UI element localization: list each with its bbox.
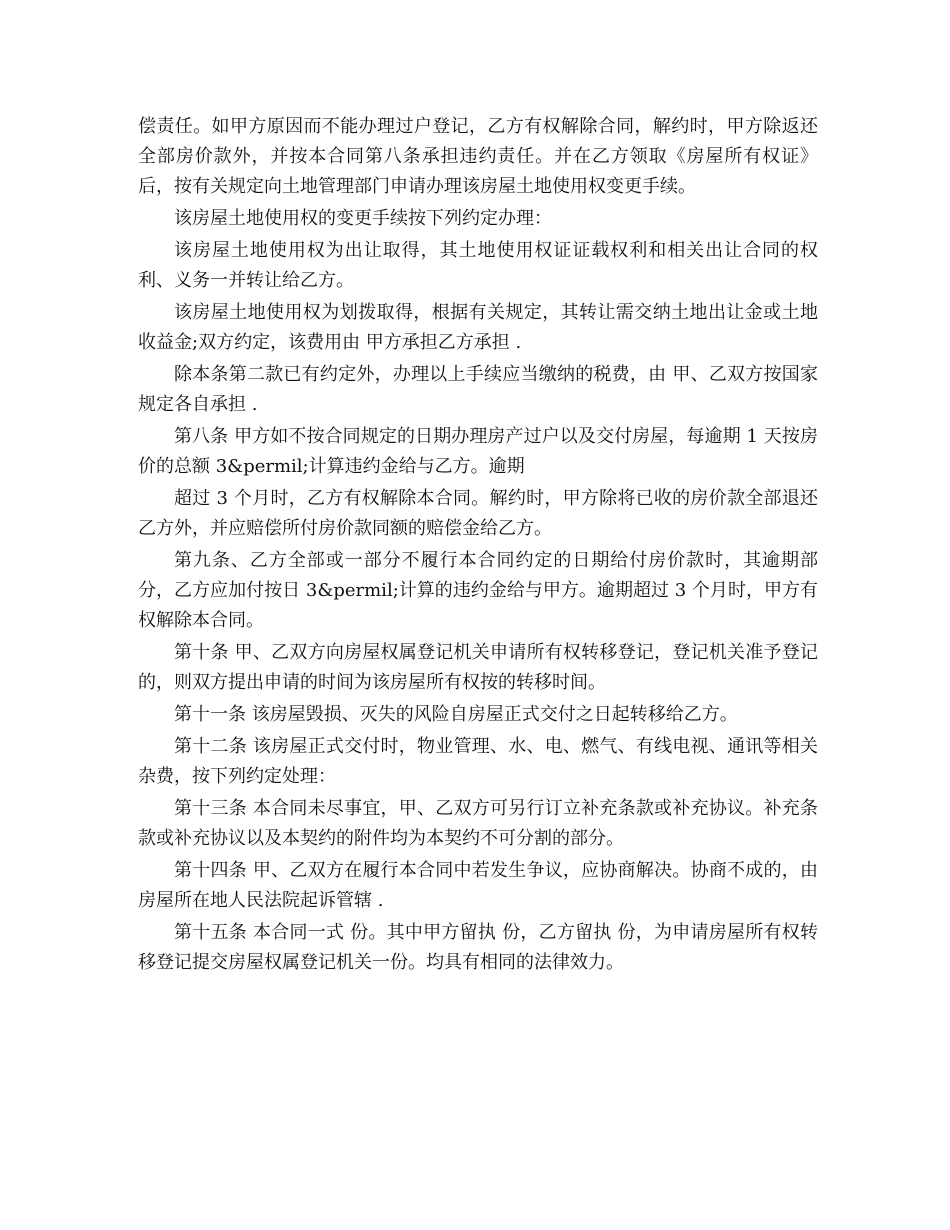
paragraph-continuation: 偿责任。如甲方原因而不能办理过户登记，乙方有权解除合同，解约时，甲方除返还全部房价款外，并按本合同第八条承担违约责任。并在乙方领取《房屋所有权证》后，按有关规定向土地管理部门申请办理该房屋土地使用权变更手续。 xyxy=(138,116,818,197)
document-body xyxy=(138,112,818,980)
paragraph-article-12: 第十二条 该房屋正式交付时，物业管理、水、电、燃气、有线电视、通讯等相关杂费，按下列约定处理： xyxy=(138,736,818,787)
paragraph-article-11: 第十一条 该房屋毁损、灭失的风险自房屋正式交付之日起转移给乙方。 xyxy=(174,704,738,725)
paragraph-article-8: 第八条 甲方如不按合同规定的日期办理房产过户以及交付房屋，每逾期 1 天按房价的总额 3&permil;计算违约金给与乙方。逾期 xyxy=(138,426,818,477)
paragraph-taxes-fees: 除本条第二款已有约定外，办理以上手续应当缴纳的税费，由 甲、乙双方按国家规定各自承担 . xyxy=(138,364,818,415)
paragraph-allocated-land: 该房屋土地使用权为划拨取得，根据有关规定，其转让需交纳土地出让金或土地收益金;双方约定，该费用由 甲方承担乙方承担 . xyxy=(138,302,818,353)
paragraph-article-9: 第九条、乙方全部或一部分不履行本合同约定的日期给付房价款时，其逾期部分，乙方应加付按日 3&permil;计算的违约金给与甲方。逾期超过 3 个月时，甲方有权解除本合同。 xyxy=(138,550,818,631)
paragraph-article-15: 第十五条 本合同一式 份。其中甲方留执 份，乙方留执 份，为申请房屋所有权转移登记提交房屋权属登记机关一份。均具有相同的法律效力。 xyxy=(138,922,818,973)
paragraph-land-use-change: 该房屋土地使用权的变更手续按下列约定办理： xyxy=(174,208,552,229)
paragraph-article-10: 第十条 甲、乙双方向房屋权属登记机关申请所有权转移登记，登记机关准予登记的，则双方提出申请的时间为该房屋所有权按的转移时间。 xyxy=(138,642,818,693)
paragraph-article-8-cont: 超过 3 个月时，乙方有权解除本合同。解约时，甲方除将已收的房价款全部退还乙方外，并应赔偿所付房价款同额的赔偿金给乙方。 xyxy=(138,488,818,539)
paragraph-article-13: 第十三条 本合同未尽事宜，甲、乙双方可另行订立补充条款或补充协议。补充条款或补充协议以及本契约的附件均为本契约不可分割的部分。 xyxy=(138,798,818,849)
paragraph-transfer-grant: 该房屋土地使用权为出让取得，其土地使用权证证载权利和相关出让合同的权利、义务一并转让给乙方。 xyxy=(138,240,818,291)
paragraph-article-14: 第十四条 甲、乙双方在履行本合同中若发生争议，应协商解决。协商不成的，由房屋所在地人民法院起诉管辖 . xyxy=(138,860,818,911)
